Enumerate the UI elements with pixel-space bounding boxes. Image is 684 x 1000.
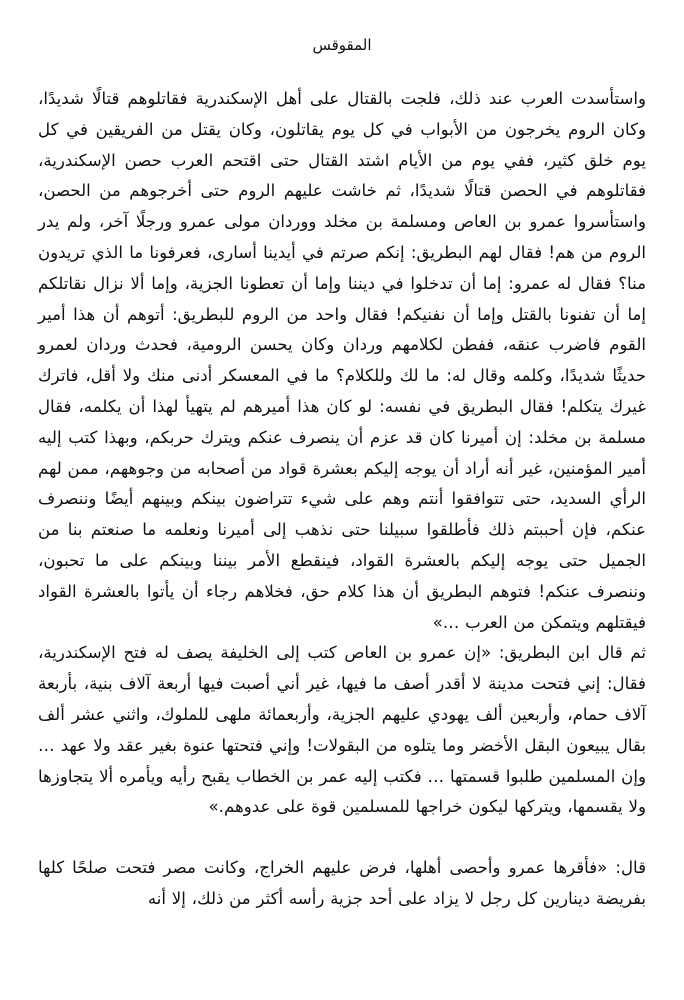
body-text <box>38 84 646 915</box>
paragraph-1: واستأسدت العرب عند ذلك، فلجت بالقتال على أهل الإسكندرية فقاتلوهم قتالًا شديدًا، وكان الروم يخرجون من الأبواب في كل يوم يقاتلون، وكان يقتل من الفريقين في كل يوم خلق كثير، ففي يوم من الأيام اشتد القتال حتى اقتحم العرب حصن الإسكندرية، فقاتلوهم في الحصن قتالًا شديدًا، ثم خاشت عليهم الروم حتى أخرجوهم من الحصن، واستأسروا عمرو بن العاص ومسلمة بن مخلد ووردان مولى عمرو ورجلًا آخر، ولم يدر الروم من هم! فقال لهم البطريق: إنكم صرتم في أيدينا أسارى، فعرفونا ما الذي تريدون منا؟ فقال له عمرو: إما أن تدخلوا في ديننا وإما أن تعطونا الجزية، وإما ألا نزال نقاتلكم إما أن تفنونا بالقتل وإما أن نفنيكم! فقال واحد من الروم للبطريق: أتوهم أن هذا أمير القوم فاضرب عنقه، ففطن لكلامهم وردان وكان يحسن الرومية، فحدث وردان لعمرو حديثًا شديدًا، وكلمه وقال له: ما لك وللكلام؟ ما في المعسكر أدنى منك ولا أقل، فاترك غيرك يتكلم! فقال البطريق في نفسه: لو كان هذا أميرهم لم يتهيأ لهذا أن يكلمه، فقال مسلمة بن مخلد: إن أميرنا كان قد عزم أن ينصرف عنكم ويترك حربكم، وبهذا كتب إليه أمير المؤمنين، غير أنه أراد أن يوجه إليكم بعشرة قواد من أصحابه من وجوههم، ممن لهم الرأي السديد، حتى تتوافقوا أنتم وهم على شيء تتراضون بينكم وبينهم أيضًا وننصرف عنكم، فإن أحببتم ذلك فأطلقوا سبيلنا حتى نذهب إلى أميرنا ونعلمه ما صنعتم بنا من الجميل حتى يوجه إليكم بالعشرة القواد، فينقطع الأمر بيننا وبينكم على ما تحبون، وننصرف عنكم! فتوهم البطريق أن هذا كلام حق، فخلاهم رجاء أن يأتوا بالعشرة القواد فيقتلهم ويتمكن من العرب …» <box>38 89 646 632</box>
paragraph-3: قال: «فأقرها عمرو وأحصى أهلها، فرض عليهم الخراج، وكانت مصر فتحت صلحًا كلها بفريضة دينارين كل رجل لا يزاد على أحد جزية رأسه أكثر من ذلك، إلا أنه <box>38 858 646 908</box>
running-header: المقوقس <box>312 36 372 54</box>
paragraph-2: ثم قال ابن البطريق: «إن عمرو بن العاص كتب إلى الخليفة يصف له فتح الإسكندرية، فقال: إني فتحت مدينة لا أقدر أصف ما فيها، غير أني أصبت فيها أربعة آلاف بنية، بأربعة آلاف حمام، وأربعين ألف يهودي عليهم الجزية، وأربعمائة ملهى للملوك، واثني عشر ألف بقال يبيعون البقل الأخضر وما يتلوه من البقولات! وإني فتحتها عنوة بغير عقد ولا عهد … وإن المسلمين طلبوا قسمتها … فكتب إليه عمر بن الخطاب يقبح رأيه ويأمره ألا يتجاوزها ولا يقسمها، ويتركها ليكون خراجها للمسلمين قوة على عدوهم.» <box>38 643 646 817</box>
